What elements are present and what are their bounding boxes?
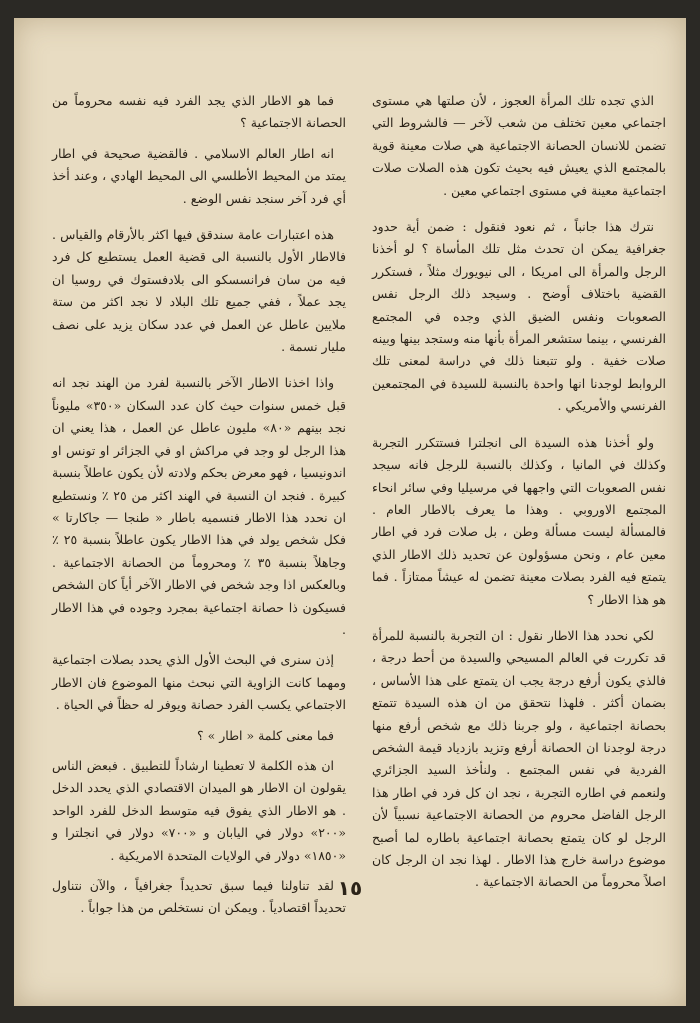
- left-text-column: [52, 90, 346, 928]
- paragraph: الذي تجده تلك المرأة العجوز ، لأن صلتها هي مستوى اجتماعي معين تختلف من شعب لآخر — فالشروط التي تضمن للانسان الحصانة الاجتماعية هي صلات معينة قوية بالمجتمع الذي يعيش فيه بحيث تكون هذه الصلات صلات اجتماعية معينة في مستوى اجتماعي معين .: [372, 93, 666, 198]
- paragraph: واذا اخذنا الاطار الآخر بالنسبة لفرد من الهند نجد انه قبل خمس سنوات حيث كان عدد السكان «٣٥٠» مليوناً نجد بينهم «٨٠» مليون عاطل عن العمل ، هذا يعني ان هذا الرجل لو وجد في مراكش او في الجزائر او تونس او اندونيسيا ، فهو معرض بحكم ولادته لأن يكون عاطلاً بنسبة كبيرة . فنجد ان النسبة في الهند اكثر من ٢٥ ٪ ونستطيع ان نحدد هذا الاطار فنسميه باطار « طنجا — جاكارتا » فكل شخص يولد في هذا الاطار يكون عاطلاً بنسبة ٢٥ ٪ وجاهلاً بنسبة ٣٥ ٪ ومحروماً من الحصانة الاجتماعية . وبالعكس اذا وجد شخص في الاطار الآخر أياً كان الشخص فسيكون ذا حصانة اجتماعية بمجرد وجوده في هذا الاطار .: [52, 375, 346, 637]
- paragraph: لقد تناولنا فيما سبق تحديداً جغرافياً ، والآن نتناول تحديداً اقتصادياً . ويمكن ان نستخلص من هذا جواباً .: [52, 878, 346, 916]
- paragraph: لكي نحدد هذا الاطار نقول : ان التجربة بالنسبة للمرأة قد تكررت في العالم المسيحي والسيدة من أحط درجة ، فالذي يكون أرفع درجة يجب ان يتمتع على هذا الأساس ، بضمان أكثر . فلهذا نتحقق من ان هذه السيدة تتمتع بحصانة اجتماعية ، ولو جربنا ذلك مع شخص أرفع منها درجة لوجدنا ان الحصانة أرفع وتزيد بازدياد قيمة الشخص الفردية في نفس المجتمع . ولنأخذ السيد الجزائري ولنعمم في اطاره التجربة ، نجد ان كل فرد في اطار هذا الرجل الفاضل محروم من الحصانة الاجتماعية نسبياً لأن الرجل لو كان يتمتع بحصانة اجتماعية باطاره لما أصبح موضوع دراسة خارج هذا الاطار . لهذا نجد ان الرجل كان اصلاً محروماً من الحصانة الاجتماعية .: [372, 627, 666, 890]
- paragraph: نترك هذا جانباً ، ثم نعود فنقول : ضمن أية حدود جغرافية يمكن ان تحدث مثل تلك المأساة ؟ لو أخذنا الرجل والمرأة الى امريكا ، الى نيويورك مثلاً ، فستكرر القضية باختلاف أوضح . وسيجد ذلك الرجل نفس الصعوبات ونفس الضيق الذي وجده في المجتمع الفرنسي ، بينما ستشعر المرأة بأنها منه وستجد بينها وبينه صلات خفية . ولو تتبعنا ذلك في دراسة لمعنى تلك الروابط لوجدنا انها واحدة بالنسبة للسيدة في المجتمعين الفرنسي والأمريكي .: [372, 219, 666, 414]
- right-text-column: [372, 90, 666, 902]
- paragraph: هذه اعتبارات عامة سندقق فيها اكثر بالأرقام والقياس . فالاطار الأول بالنسبة الى قضية العمل يستطيع كل فرد فيه من سان فرانسسكو الى بلادفستوك في روسيا ان يجد عملاً ، ففي جميع تلك البلاد لا نجد اكثر من ستة ملايين عاطل عن العمل في عدد سكان يزيد على نصف مليار نسمة .: [52, 227, 346, 355]
- book-page: [14, 18, 686, 1006]
- paragraph: إذن سنرى في البحث الأول الذي يحدد بصلات اجتماعية ومهما كانت الزاوية التي نبحث منها الموضوع فان الاطار الاجتماعي يكسب الفرد حصانة ويوفر له حظاً في الحياة .: [52, 652, 346, 713]
- page-number: ١٥: [337, 876, 363, 900]
- paragraph: انه اطار العالم الاسلامي . فالقضية صحيحة في اطار يمتد من المحيط الأطلسي الى المحيط الهادي ، وعند أخذ أي فرد آخر سنجد نفس الوضع .: [52, 145, 346, 206]
- paragraph: ولو أخذنا هذه السيدة الى انجلترا فستتكرر التجربة وكذلك في المانيا ، وكذلك بالنسبة للرجل فانه سيجد نفس الصعوبات التي واجهها في مرسيليا وفي سائر انحاء المجتمع الاوروبي . وهذا ما يعرف بالاطار العام . فالمسألة ليست مسألة وطن ، بل صلات فرد في اطار معين عام ، ونحن مسؤولون عن تحديد ذلك الاطار الذي يتمتع فيه الفرد بصلات معينة تضمن له عيشاً ممتازاً . فما هو هذا الاطار ؟: [372, 434, 666, 607]
- paragraph: فما هو الاطار الذي يجد الفرد فيه نفسه محروماً من الحصانة الاجتماعية ؟: [52, 93, 346, 131]
- paragraph: فما معنى كلمة « اطار » ؟: [197, 727, 334, 743]
- paragraph: ان هذه الكلمة لا تعطينا ارشاداً للتطبيق . فبعض الناس يقولون ان الاطار هو الميدان الاقتصادي الذي يحدد الدخل . هو الاطار الذي يفوق فيه متوسط الدخل للفرد الواحد «٢٠٠» دولار في اليابان و «٧٠٠» دولار في انجلترا و «١٨٥٠» دولار في الولايات المتحدة الامريكية .: [52, 757, 346, 863]
